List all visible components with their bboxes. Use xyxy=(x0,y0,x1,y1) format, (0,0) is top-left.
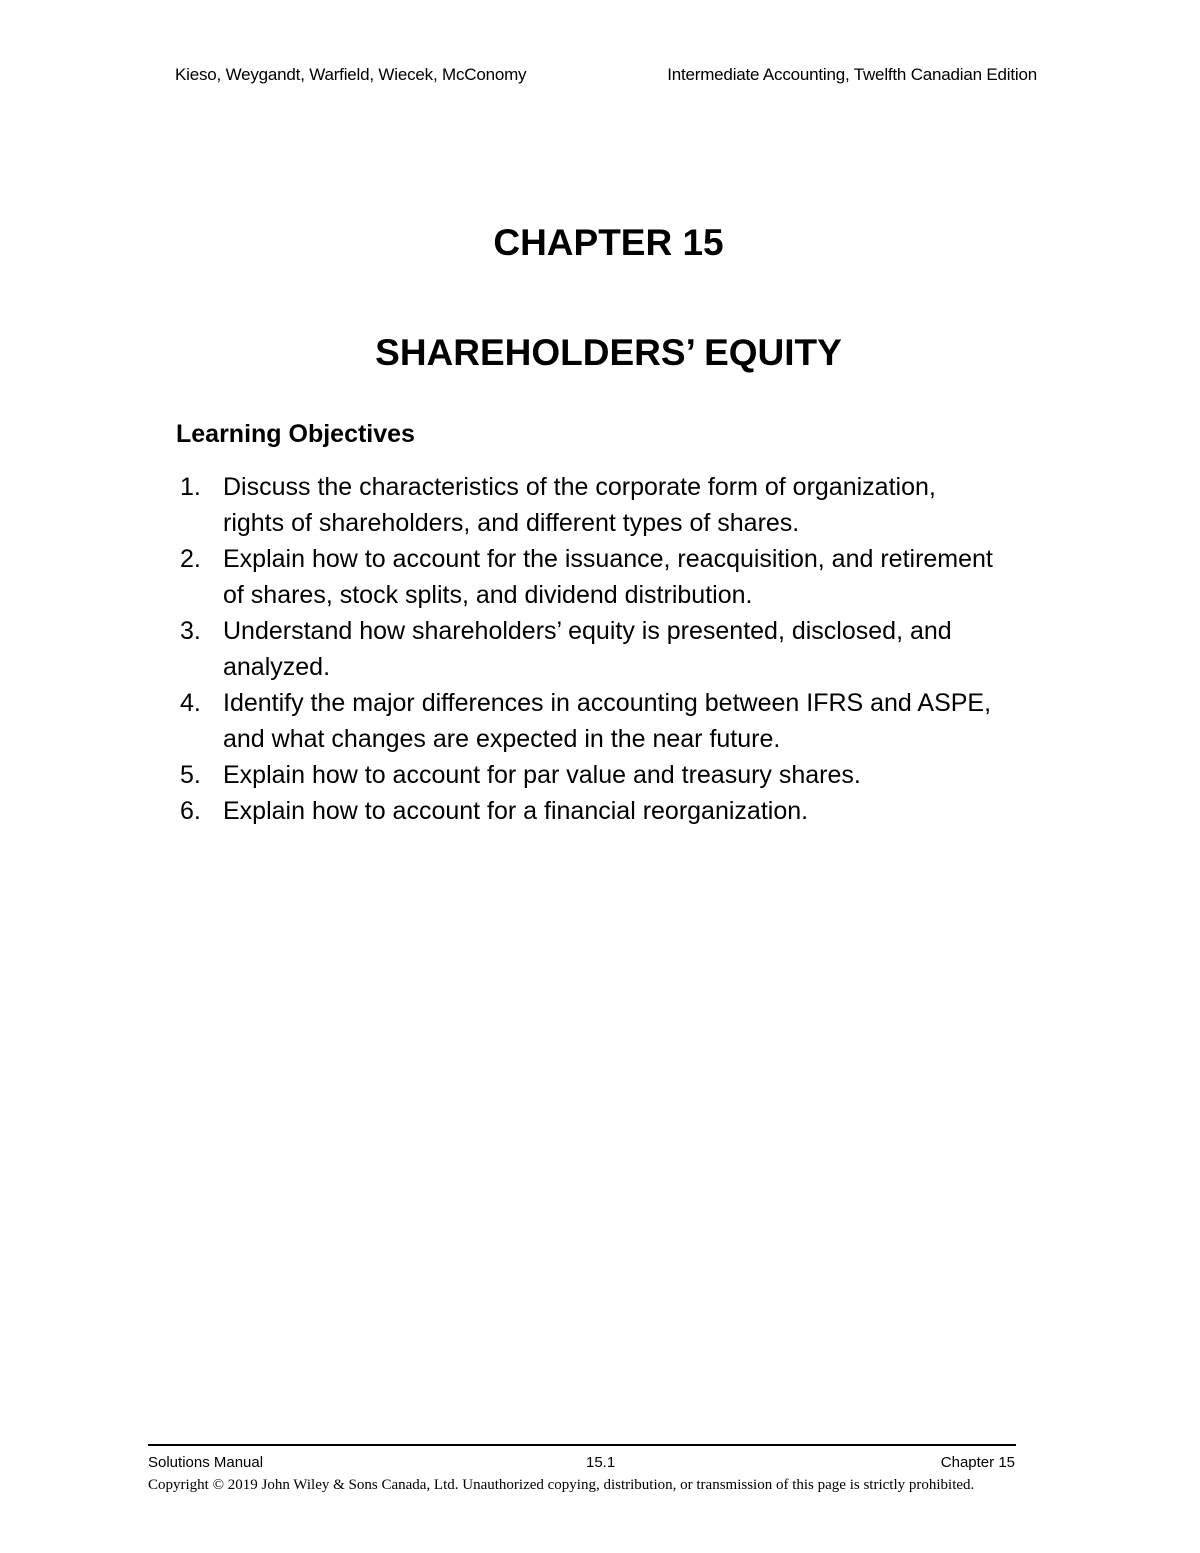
list-item-number: 6. xyxy=(180,797,201,825)
copyright-notice: Copyright © 2019 John Wiley & Sons Canada, Ltd. Unauthorized copying, distribution, or transmission of this page is strictly prohibited. xyxy=(148,1477,975,1493)
list-item xyxy=(176,613,996,685)
list-item-text: Discuss the characteristics of the corporate form of organization, rights of shareholders, and different types of shares. xyxy=(223,473,936,537)
list-item-text: Understand how shareholders’ equity is presented, disclosed, and analyzed. xyxy=(223,617,952,681)
list-item-number: 2. xyxy=(180,545,201,573)
list-item-text: Identify the major differences in accounting between IFRS and ASPE, and what changes are expected in the near future. xyxy=(223,689,992,753)
list-item-number: 3. xyxy=(180,617,201,645)
footer-manual-label: Solutions Manual xyxy=(148,1454,264,1471)
chapter-title: CHAPTER 15 xyxy=(493,222,724,263)
header-authors: Kieso, Weygandt, Warfield, Wiecek, McConomy xyxy=(175,65,527,84)
list-item-text: Explain how to account for the issuance, reacquisition, and retirement of shares, stock splits, and dividend distribution. xyxy=(223,545,993,609)
list-item xyxy=(176,793,996,829)
footer-page-number: 15.1 xyxy=(586,1454,616,1471)
header-book-title: Intermediate Accounting, Twelfth Canadian Edition xyxy=(667,65,1037,84)
list-item-text: Explain how to account for par value and treasury shares. xyxy=(223,761,861,789)
footer-divider xyxy=(148,1444,1016,1446)
list-item-number: 5. xyxy=(180,761,201,789)
list-item xyxy=(176,685,996,757)
chapter-subtitle: SHAREHOLDERS’ EQUITY xyxy=(375,332,842,373)
learning-objectives-list xyxy=(176,469,996,829)
footer-chapter-label: Chapter 15 xyxy=(940,1454,1015,1471)
list-item xyxy=(176,757,996,793)
list-item-number: 4. xyxy=(180,689,201,717)
list-item xyxy=(176,541,996,613)
list-item-text: Explain how to account for a financial reorganization. xyxy=(223,797,809,825)
list-item-number: 1. xyxy=(180,473,201,501)
learning-objectives-heading: Learning Objectives xyxy=(176,420,415,448)
list-item xyxy=(176,469,996,541)
